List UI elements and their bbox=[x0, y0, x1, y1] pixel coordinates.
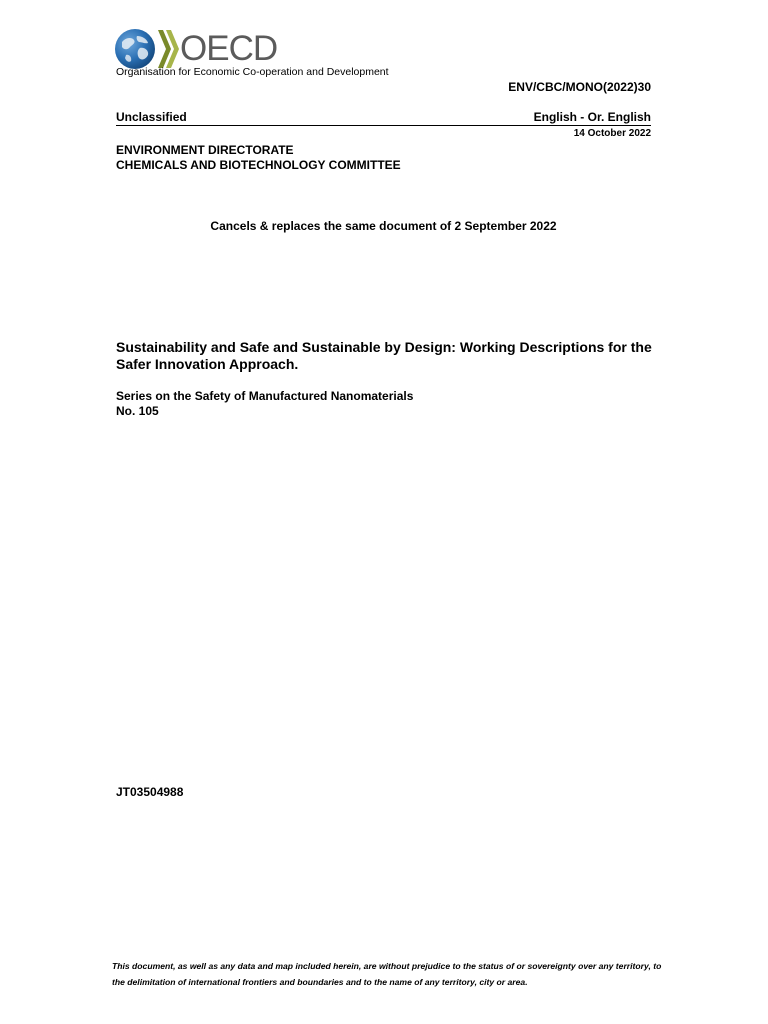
directorate-name: ENVIRONMENT DIRECTORATE bbox=[116, 143, 294, 157]
chevrons-icon bbox=[156, 28, 180, 70]
jt-code: JT03504988 bbox=[116, 785, 184, 799]
oecd-logo bbox=[114, 28, 294, 70]
header-divider bbox=[116, 125, 651, 126]
committee-name: CHEMICALS AND BIOTECHNOLOGY COMMITTEE bbox=[116, 158, 401, 172]
document-reference: ENV/CBC/MONO(2022)30 bbox=[508, 80, 651, 94]
document-title: Sustainability and Safe and Sustainable by Design: Working Descriptions for the Safer Innovation Approach. bbox=[116, 339, 652, 372]
classification-label: Unclassified bbox=[116, 110, 187, 124]
organisation-name: Organisation for Economic Co-operation and Development bbox=[116, 66, 389, 78]
cancellation-notice: Cancels & replaces the same document of 2 September 2022 bbox=[210, 219, 557, 233]
disclaimer-text: This document, as well as any data and map included herein, are without prejudice to the status of or sovereignty over any territory, to the delimitation of international frontiers and boundaries and to the name of any territory, city or area. bbox=[112, 961, 662, 987]
series-name: Series on the Safety of Manufactured Nanomaterials bbox=[116, 389, 414, 403]
language-label: English - Or. English bbox=[533, 110, 651, 124]
document-date: 14 October 2022 bbox=[573, 128, 651, 139]
logo-wordmark: OECD bbox=[180, 29, 278, 68]
globe-icon bbox=[114, 28, 158, 70]
series-number: No. 105 bbox=[116, 404, 159, 418]
